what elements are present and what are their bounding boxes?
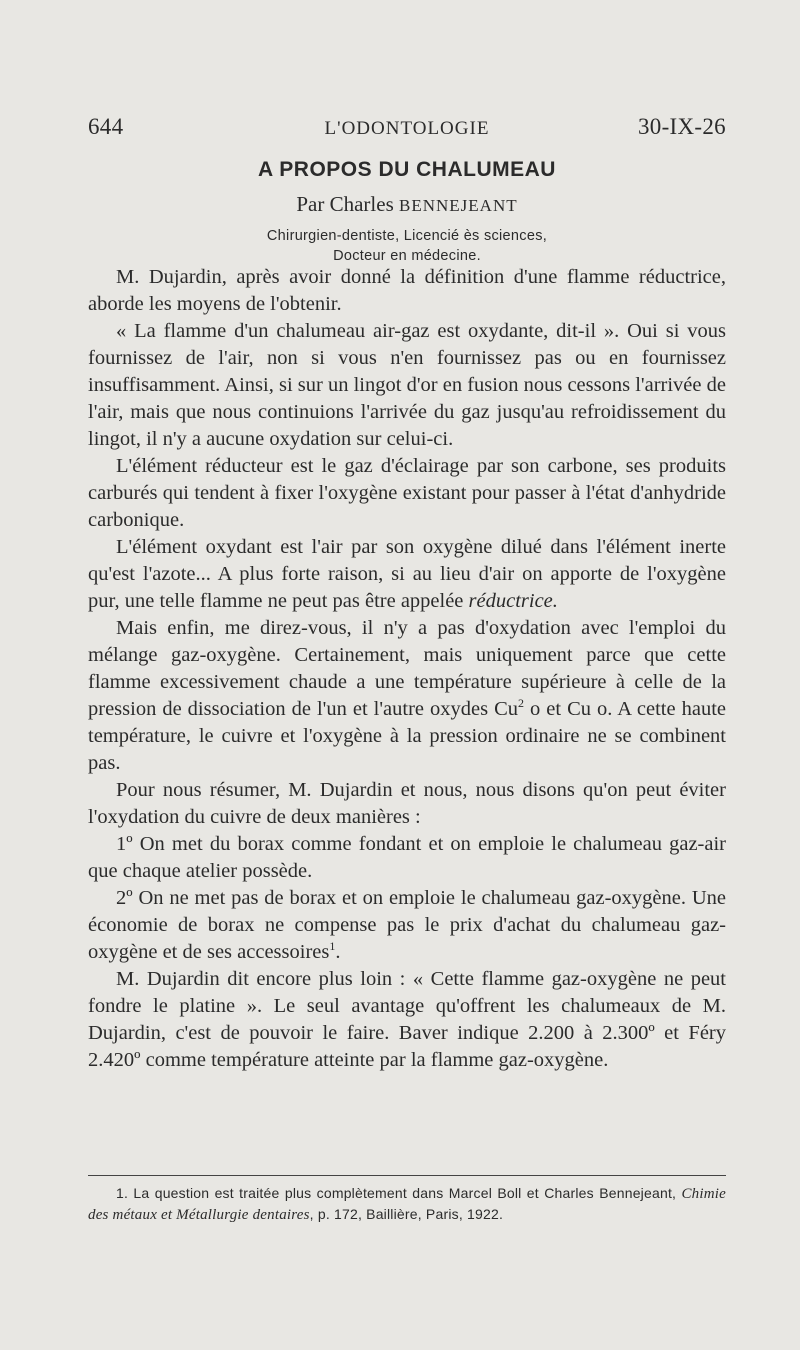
article-title: A PROPOS DU CHALUMEAU (258, 158, 556, 181)
byline (88, 192, 726, 217)
byline-prefix: Par Charles (296, 192, 400, 216)
paragraph-2: « La flamme d'un chalumeau air-gaz est oxydante, dit-il ». Oui si vous fournissez de l'air, non si vous n'en fournissez pas ou en fournissez insuffisamment. Ainsi, si sur un lingot d'or en fusion nous cessons l'arrivée de l'air, mais que nous continuions l'arrivée du gaz jusqu'au refroidissement du lingot, il n'y a aucune oxydation sur celui-ci. (88, 320, 726, 450)
credentials-line-2: Docteur en médecine. (333, 248, 481, 264)
paragraph-9: M. Dujardin dit encore plus loin : « Cette flamme gaz-oxygène ne peut fondre le platine ». Le seul avantage qu'offrent les chalumeaux de M. Dujardin, c'est de pouvoir le faire. Baver indique 2.200 à 2.300º et Féry 2.420º comme température atteinte par la flamme gaz-oxygène. (88, 968, 726, 1071)
author-credentials (88, 226, 726, 266)
paragraph-4-italic: réductrice. (468, 590, 558, 612)
superscript-2: 2 (518, 696, 525, 711)
footnote (88, 1183, 726, 1225)
paragraph-3: L'élément réducteur est le gaz d'éclairage par son carbone, ses produits carburés qui tendent à fixer l'oxygène existant pour passer à l'état d'anhydride carbonique. (88, 455, 726, 531)
footnote-text-a: 1. La question est traitée plus complètement dans Marcel Boll et Charles Bennejeant, (116, 1185, 682, 1201)
footnote-reference: 1 (329, 939, 336, 954)
paragraph-8-text-b: . (335, 941, 341, 963)
issue-date: 30-IX-26 (638, 114, 726, 139)
paragraph-7: 1º On met du borax comme fondant et on emploie le chalumeau gaz-air que chaque atelier possède. (88, 833, 726, 882)
paragraph-5-text-a: Mais enfin, me direz-vous, il n'y a pas d'oxydation avec l'emploi du mélange gaz-oxygène. Certainement, mais uniquement parce que cette flamme excessivement chaude a une température supérieure à celle de la pression de dissociation de l'un et l'autre oxydes Cu (88, 617, 726, 720)
journal-title: L'ODONTOLOGIE (324, 118, 490, 139)
footnote-divider (88, 1175, 726, 1176)
paragraph-5-text-b: o et Cu o. A cette haute température, le cuivre et l'oxygène à la pression ordinaire ne se combinent pas. (88, 698, 726, 774)
paragraph-6: Pour nous résumer, M. Dujardin et nous, nous disons qu'on peut éviter l'oxydation du cuivre de deux manières : (88, 779, 726, 828)
paragraph-4-text: L'élément oxydant est l'air par son oxygène dilué dans l'élément inerte qu'est l'azote... A plus forte raison, si au lieu d'air on apporte de l'oxygène pur, une telle flamme ne peut pas être appelée (88, 536, 726, 612)
paragraph-8-text-a: 2º On ne met pas de borax et on emploie le chalumeau gaz-oxygène. Une économie de borax ne compense pas le prix d'achat du chalumeau gaz-oxygène et de ses accessoires (88, 887, 726, 963)
footnote-text-b: , p. 172, Baillière, Paris, 1922. (309, 1206, 504, 1222)
paragraph-5 (88, 615, 726, 777)
footnote-book-title: Chimie des métaux et Métallurgie dentaires (88, 1186, 726, 1223)
paragraph-1: M. Dujardin, après avoir donné la définition d'une flamme réductrice, aborde les moyens de l'obtenir. (88, 266, 726, 315)
paragraph-8 (88, 885, 726, 966)
running-header (88, 114, 726, 144)
article-body (88, 264, 726, 1074)
author-surname: BENNEJEANT (399, 196, 518, 215)
credentials-line-1: Chirurgien-dentiste, Licencié ès sciences, (266, 228, 548, 244)
paragraph-4 (88, 534, 726, 615)
page-number: 644 (88, 114, 124, 139)
